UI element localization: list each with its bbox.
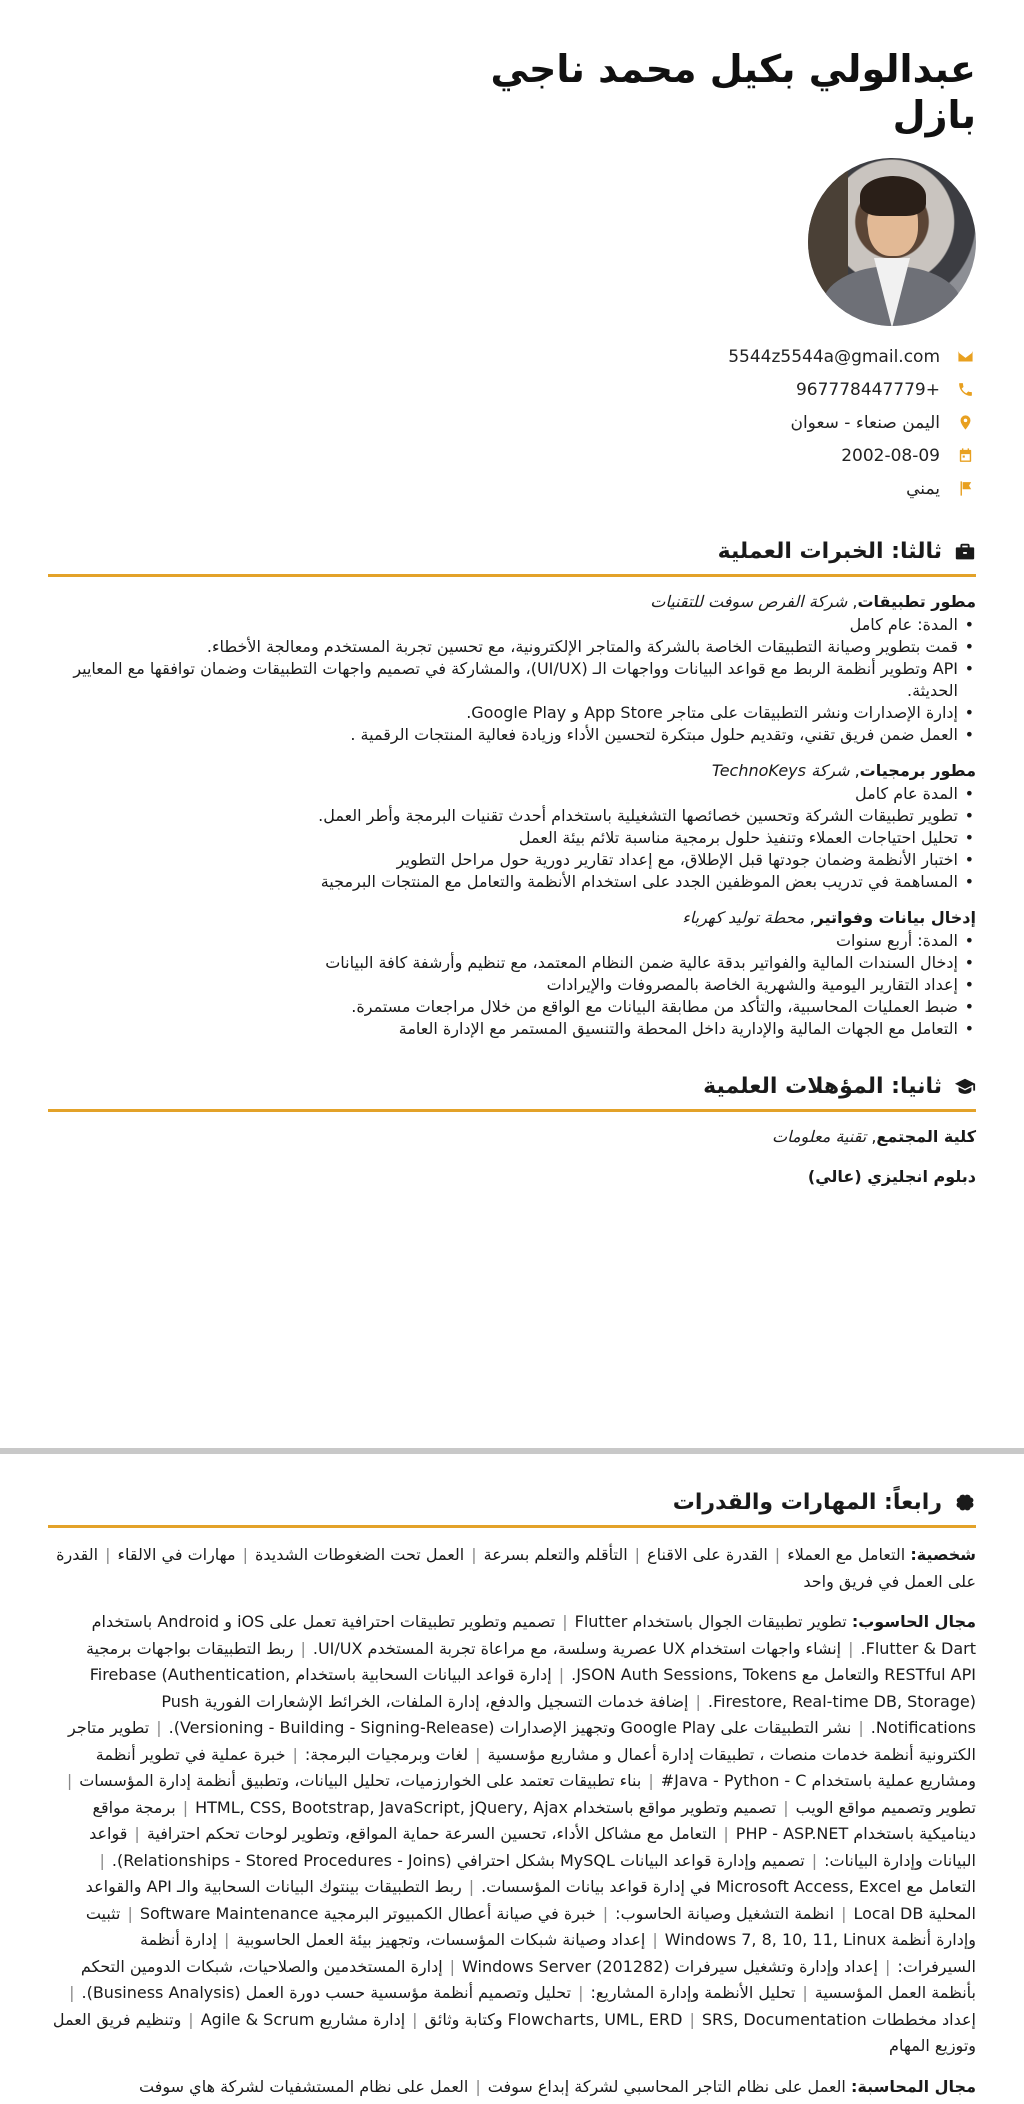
job-org: شركة الفرص سوفت للتقنيات — [650, 592, 848, 611]
contact-phone[interactable] — [48, 373, 976, 406]
skill-item: انظمة التشغيل وصيانة الحاسوب: — [615, 1903, 835, 1923]
education-field: تقنية معلومات — [772, 1127, 867, 1146]
skill-separator: | — [475, 2076, 481, 2096]
skill-item: تصميم وتطوير مواقع باستخدام HTML, CSS, Bootstrap, JavaScript, jQuery, Ajax — [195, 1797, 777, 1817]
skill-separator: | — [471, 1545, 477, 1564]
skills-group-label: مجال الحاسوب: — [851, 1612, 976, 1631]
skill-item: التعامل مع Microsoft Access, Excel في إدارة قواعد بيانات المؤسسات. — [481, 1877, 976, 1896]
skill-item: إضافة خدمات التسجيل والدفع، إدارة الملفات، الخرائط الإشعارات الفورية Push Notifications. — [161, 1691, 976, 1737]
skill-item: تثبيت وإدارة أنظمة Windows 7, 8, 10, 11, Linux — [85, 1903, 976, 1949]
location-pin-icon — [954, 412, 976, 434]
skill-separator: | — [242, 1545, 249, 1564]
skill-item: القدرة على العمل في فريق واحد — [56, 1545, 976, 1591]
phone-icon — [954, 379, 976, 401]
job-bullet: • قمت بتطوير وصيانة التطبيقات الخاصة بالشركة والمتاجر الإلكترونية، مع تحسين تجربة المستخدم ومعالجة الأخطاء. — [48, 636, 976, 658]
skill-item: قواعد البيانات وإدارة البيانات: — [89, 1824, 976, 1870]
skill-separator: | — [811, 1850, 818, 1870]
job-entry: مطور تطبيقات, شركة الفرص سوفت للتقنيات • المدة: عام كامل • قمت بتطوير وصيانة التطبيقات الخاصة بالشركة والمتاجر الإلكترونية، مع تحسين تجربة المستخدم ومعالجة الأخطاء. • API وتطوير أنظمة الربط مع قواعد البيانات وواجهات الـ (UI/UX)، والمشاركة في تصميم واجهات التطبيقات وضمان توافقها مع المعايير الحديثة. • إدارة الإصدارات ونشر التطبيقات على متاجر App Store و Google Play. • العمل ضمن فريق تقني، وتقديم حلول مبتكرة لتحسين الأداء وزيادة فعالية المنتجات الرقمية . — [48, 591, 976, 746]
education-item — [48, 1166, 976, 1188]
skills-section-header — [48, 1490, 976, 1528]
skill-item: خبرة عملية في تطوير أنظمة ومشاريع عملية باستخدام Java - Python - C# — [95, 1744, 976, 1790]
skill-item: القدرة على الاقناع — [647, 1545, 768, 1564]
skill-item: إعداد مخططات Flowcharts, UML, ERD — [507, 2009, 976, 2029]
skill-item: العمل على نظام المستشفيات لشركة هاي سوفت — [139, 2076, 469, 2096]
flag-icon — [954, 478, 976, 500]
skill-separator: | — [134, 1824, 140, 1843]
contact-birthdate — [48, 439, 976, 472]
job-bullet: • التعامل مع الجهات المالية والإدارية داخل المحطة والتنسيق المستمر مع الإدارة العامة — [48, 1018, 976, 1040]
job-bullet: • المدة: عام كامل — [48, 614, 976, 636]
skill-separator: | — [69, 1983, 75, 2002]
job-bullet: • إدارة الإصدارات ونشر التطبيقات على متاجر App Store و Google Play. — [48, 702, 976, 724]
skill-item: إدارة مشاريع Agile & Scrum — [200, 2009, 406, 2029]
skill-item: بناء تطبيقات تعتمد على الخوارزميات، تحليل البيانات، وتطبيق أنظمة إدارة المؤسسات — [79, 1771, 642, 1790]
skill-item: العمل على نظام التاجر المحاسبي لشركة إبداع سوفت — [487, 2076, 846, 2096]
briefcase-icon — [952, 540, 976, 564]
skill-separator: | — [884, 1956, 891, 1976]
skill-item: إعداد وإدارة وتشغيل سيرفرات Windows Server (201282) — [462, 1956, 878, 1976]
job-bullet: • المساهمة في تدريب بعض الموظفين الجدد على استخدام الأنظمة والتعامل مع المنتجات البرمجية — [48, 871, 976, 893]
contact-address-value: اليمن صنعاء - سعوان — [790, 412, 940, 433]
person-name: عبدالولي بكيل محمد ناجي بازل — [490, 47, 976, 137]
skill-separator: | — [105, 1545, 111, 1564]
job-org: محطة توليد كهرباء — [682, 908, 805, 927]
skill-separator: | — [99, 1850, 105, 1870]
skill-item: تطوير متاجر الكترونية أنظمة خدمات منصات ، تطبيقات إدارة أعمال و مشاريع مؤسسية — [68, 1718, 976, 1764]
skill-separator: | — [695, 1691, 701, 1711]
education-section-title: ثانيا: المؤهلات العلمية — [703, 1074, 942, 1099]
contact-phone-value: +967778447779 — [795, 379, 940, 400]
skill-separator: | — [188, 2009, 194, 2029]
job-bullet: • المدة عام كامل — [48, 783, 976, 805]
skill-item: تصميم وتطوير تطبيقات احترافية تعمل على iOS و Android باستخدام Flutter & Dart. — [91, 1612, 976, 1658]
job-bullet: • API وتطوير أنظمة الربط مع قواعد البيانات وواجهات الـ (UI/UX)، والمشاركة في تصميم واجهات التطبيقات وضمان توافقها مع المعايير الحديثة. — [48, 658, 976, 702]
skills-items — [53, 1612, 976, 2055]
job-role: إدخال بيانات وفواتير — [814, 908, 976, 927]
contact-list — [48, 340, 976, 505]
skill-item: إدارة قواعد البيانات السحابية باستخدام Firebase (Authentication, Firestore, Real-time DB, Storage). — [89, 1665, 976, 1711]
cv-page-2 — [48, 1456, 976, 2100]
job-entry: إدخال بيانات وفواتير, محطة توليد كهرباء • المدة: أربع سنوات • إدخال السندات المالية والفواتير بدقة عالية ضمن النظام المعتمد، مع تنظيم وأرشفة كافة البيانات • إعداد التقارير اليومية والشهرية الخاصة بالمصروفات والإيرادات • ضبط العمليات المحاسبية، والتأكد من مطابقة البيانات مع الواقع من خلال مراجعات مستمرة. • التعامل مع الجهات المالية والإدارية داخل المحطة والتنسيق المستمر مع الإدارة العامة — [48, 907, 976, 1040]
skill-separator: | — [858, 1718, 864, 1737]
skill-item: تصميم وإدارة قواعد البيانات MySQL بشكل احترافي (Relationships - Stored Procedures - Joins). — [111, 1850, 805, 1870]
skill-separator: | — [783, 1797, 789, 1817]
contact-email[interactable] — [48, 340, 976, 373]
skill-item: العمل تحت الضغوطات الشديدة — [255, 1545, 465, 1564]
email-icon — [954, 346, 976, 368]
experience-section-header — [48, 539, 976, 577]
skill-item: تطوير تطبيقات الجوال باستخدام Flutter — [574, 1612, 847, 1631]
skill-item: إدارة أنظمة السيرفرات: — [139, 1930, 976, 1976]
contact-address — [48, 406, 976, 439]
skills-section-title: رابعاً: المهارات والقدرات — [672, 1490, 942, 1515]
job-bullet: • تحليل احتياجات العملاء وتنفيذ حلول برمجية مناسبة تلائم بيئة العمل — [48, 827, 976, 849]
skill-separator: | — [300, 1638, 306, 1658]
skill-item: لغات وبرمجيات البرمجة: — [304, 1744, 469, 1764]
skill-item: التعامل مع العملاء — [787, 1545, 906, 1564]
skills-items — [56, 1545, 976, 1591]
job-role: مطور تطبيقات — [857, 592, 976, 611]
cv-page-1 — [48, 0, 976, 1450]
skill-item: التعامل مع مشاكل الأداء، تحسين السرعة حماية المواقع، وتطوير لوحات تحكم احترافية — [146, 1824, 717, 1843]
skill-item: برمجة مواقع ديناميكية باستخدام PHP - ASP.NET — [92, 1797, 976, 1843]
skill-separator: | — [224, 1930, 230, 1949]
contact-birthdate-value: 2002-08-09 — [841, 445, 940, 466]
job-bullet: • إدخال السندات المالية والفواتير بدقة عالية ضمن النظام المعتمد، مع تنظيم وأرشفة كافة البيانات — [48, 952, 976, 974]
skill-item: وتنظيم فريق العمل وتوزيع المهام — [52, 2009, 976, 2055]
experience-section-title: ثالثا: الخبرات العملية — [717, 539, 942, 564]
skill-separator: | — [182, 1797, 189, 1817]
contact-nationality — [48, 472, 976, 505]
skill-separator: | — [689, 2009, 695, 2029]
education-degree: دبلوم انجليزي (عالي) — [807, 1167, 976, 1186]
job-entry: مطور برمجيات, شركة TechnoKeys • المدة عام كامل • تطوير تطبيقات الشركة وتحسين خصائصها التشغيلية باستخدام أحدث تقنيات البرمجة وأطر العمل. • تحليل احتياجات العملاء وتنفيذ حلول برمجية مناسبة تلائم بيئة العمل • اختبار الأنظمة وضمان جودتها قبل الإطلاق، مع إعداد تقارير دورية حول مراحل التطوير • المساهمة في تدريب بعض الموظفين الجدد على استخدام الأنظمة والتعامل مع المنتجات البرمجية — [48, 760, 976, 893]
skill-separator: | — [802, 1983, 808, 2002]
skill-item: ربط التطبيقات بواجهات برمجية RESTful API والتعامل مع JSON Auth Sessions, Tokens. — [85, 1638, 976, 1684]
skills-group-label: شخصية: — [910, 1545, 976, 1564]
contact-email-value: 5544z5544a@gmail.com — [728, 346, 940, 367]
skill-separator: | — [602, 1903, 609, 1923]
skill-separator: | — [723, 1824, 729, 1843]
page-divider — [0, 1448, 1024, 1454]
skill-item: مهارات في الالقاء — [117, 1545, 236, 1564]
skill-separator: | — [468, 1877, 475, 1896]
job-bullet: • ضبط العمليات المحاسبية، والتأكد من مطابقة البيانات مع الواقع من خلال مراجعات مستمرة. — [48, 996, 976, 1018]
skill-separator: | — [449, 1956, 456, 1976]
skill-item: ربط التطبيقات بينتوك البيانات السحابية والـ API والقواعد المحلية Local DB — [85, 1877, 976, 1923]
skill-item: تحليل وتصميم أنظمة مؤسسية حسب دورة العمل (Business Analysis). — [81, 1983, 572, 2002]
education-degree: كلية المجتمع — [876, 1127, 976, 1146]
skill-separator: | — [156, 1718, 162, 1737]
skill-item: إنشاء واجهات استخدام UX عصرية وسلسة، مع مراعاة تجربة المستخدم UI/UX. — [312, 1638, 842, 1658]
calendar-icon — [954, 445, 976, 467]
skill-separator: | — [127, 1903, 133, 1923]
skill-separator: | — [774, 1545, 781, 1564]
skill-separator: | — [292, 1744, 298, 1764]
graduation-cap-icon — [952, 1075, 976, 1099]
profile-photo — [808, 158, 976, 326]
skills-items — [139, 2077, 846, 2096]
job-org: شركة TechnoKeys — [711, 761, 850, 780]
skill-separator: | — [562, 1612, 568, 1631]
skills-group-accounting — [48, 2074, 976, 2101]
skill-separator: | — [652, 1930, 658, 1949]
job-role: مطور برمجيات — [859, 761, 976, 780]
skill-item: خبرة في صيانة أعطال الكمبيوتر البرمجية Software Maintenance — [139, 1903, 596, 1923]
skills-group-label: مجال المحاسبة: — [850, 2076, 976, 2096]
brain-icon — [952, 1491, 976, 1515]
skill-item: إدارة المستخدمين والصلاحيات، شبكات الدومين التحكم بأنظمة العمل المؤسسية — [80, 1956, 976, 2002]
job-bullet: • المدة: أربع سنوات — [48, 930, 976, 952]
skill-item: SRS, Documentation وكتابة وثائق — [424, 2009, 867, 2029]
skill-separator: | — [412, 2009, 418, 2029]
education-item: كلية المجتمع, تقنية معلومات — [772, 1127, 976, 1146]
job-bullet: • تطوير تطبيقات الشركة وتحسين خصائصها التشغيلية باستخدام أحدث تقنيات البرمجة وأطر العمل. — [48, 805, 976, 827]
skill-item: التأقلم والتعلم بسرعة — [483, 1545, 628, 1564]
skill-item: إعداد وصيانة شبكات المؤسسات، وتجهيز بيئة العمل الحاسوبية — [236, 1930, 646, 1949]
skill-separator: | — [841, 1903, 847, 1923]
education-section-header — [48, 1074, 976, 1112]
contact-nationality-value: يمني — [906, 478, 940, 499]
skill-separator: | — [558, 1665, 565, 1684]
job-bullet: • إعداد التقارير اليومية والشهرية الخاصة بالمصروفات والإيرادات — [48, 974, 976, 996]
skill-separator: | — [66, 1771, 73, 1790]
skill-separator: | — [648, 1771, 654, 1790]
skill-item: نشر التطبيقات على Google Play وتجهيز الإصدارات (Versioning - Building - Signing-Release). — [168, 1718, 852, 1737]
job-bullet: • العمل ضمن فريق تقني، وتقديم حلول مبتكرة لتحسين الأداء وزيادة فعالية المنتجات الرقمية . — [48, 724, 976, 746]
skill-separator: | — [475, 1744, 481, 1764]
job-bullet: • اختبار الأنظمة وضمان جودتها قبل الإطلاق، مع إعداد تقارير دورية حول مراحل التطوير — [48, 849, 976, 871]
skill-separator: | — [578, 1983, 584, 2002]
skill-separator: | — [634, 1545, 641, 1564]
skills-group-personal — [48, 1542, 976, 1595]
skill-separator: | — [848, 1638, 854, 1658]
skills-group-computing — [48, 1609, 976, 2060]
skill-item: تطوير وتصميم مواقع الويب — [795, 1797, 976, 1817]
skill-item: تحليل الأنظمة وإدارة المشاريع: — [590, 1983, 796, 2002]
